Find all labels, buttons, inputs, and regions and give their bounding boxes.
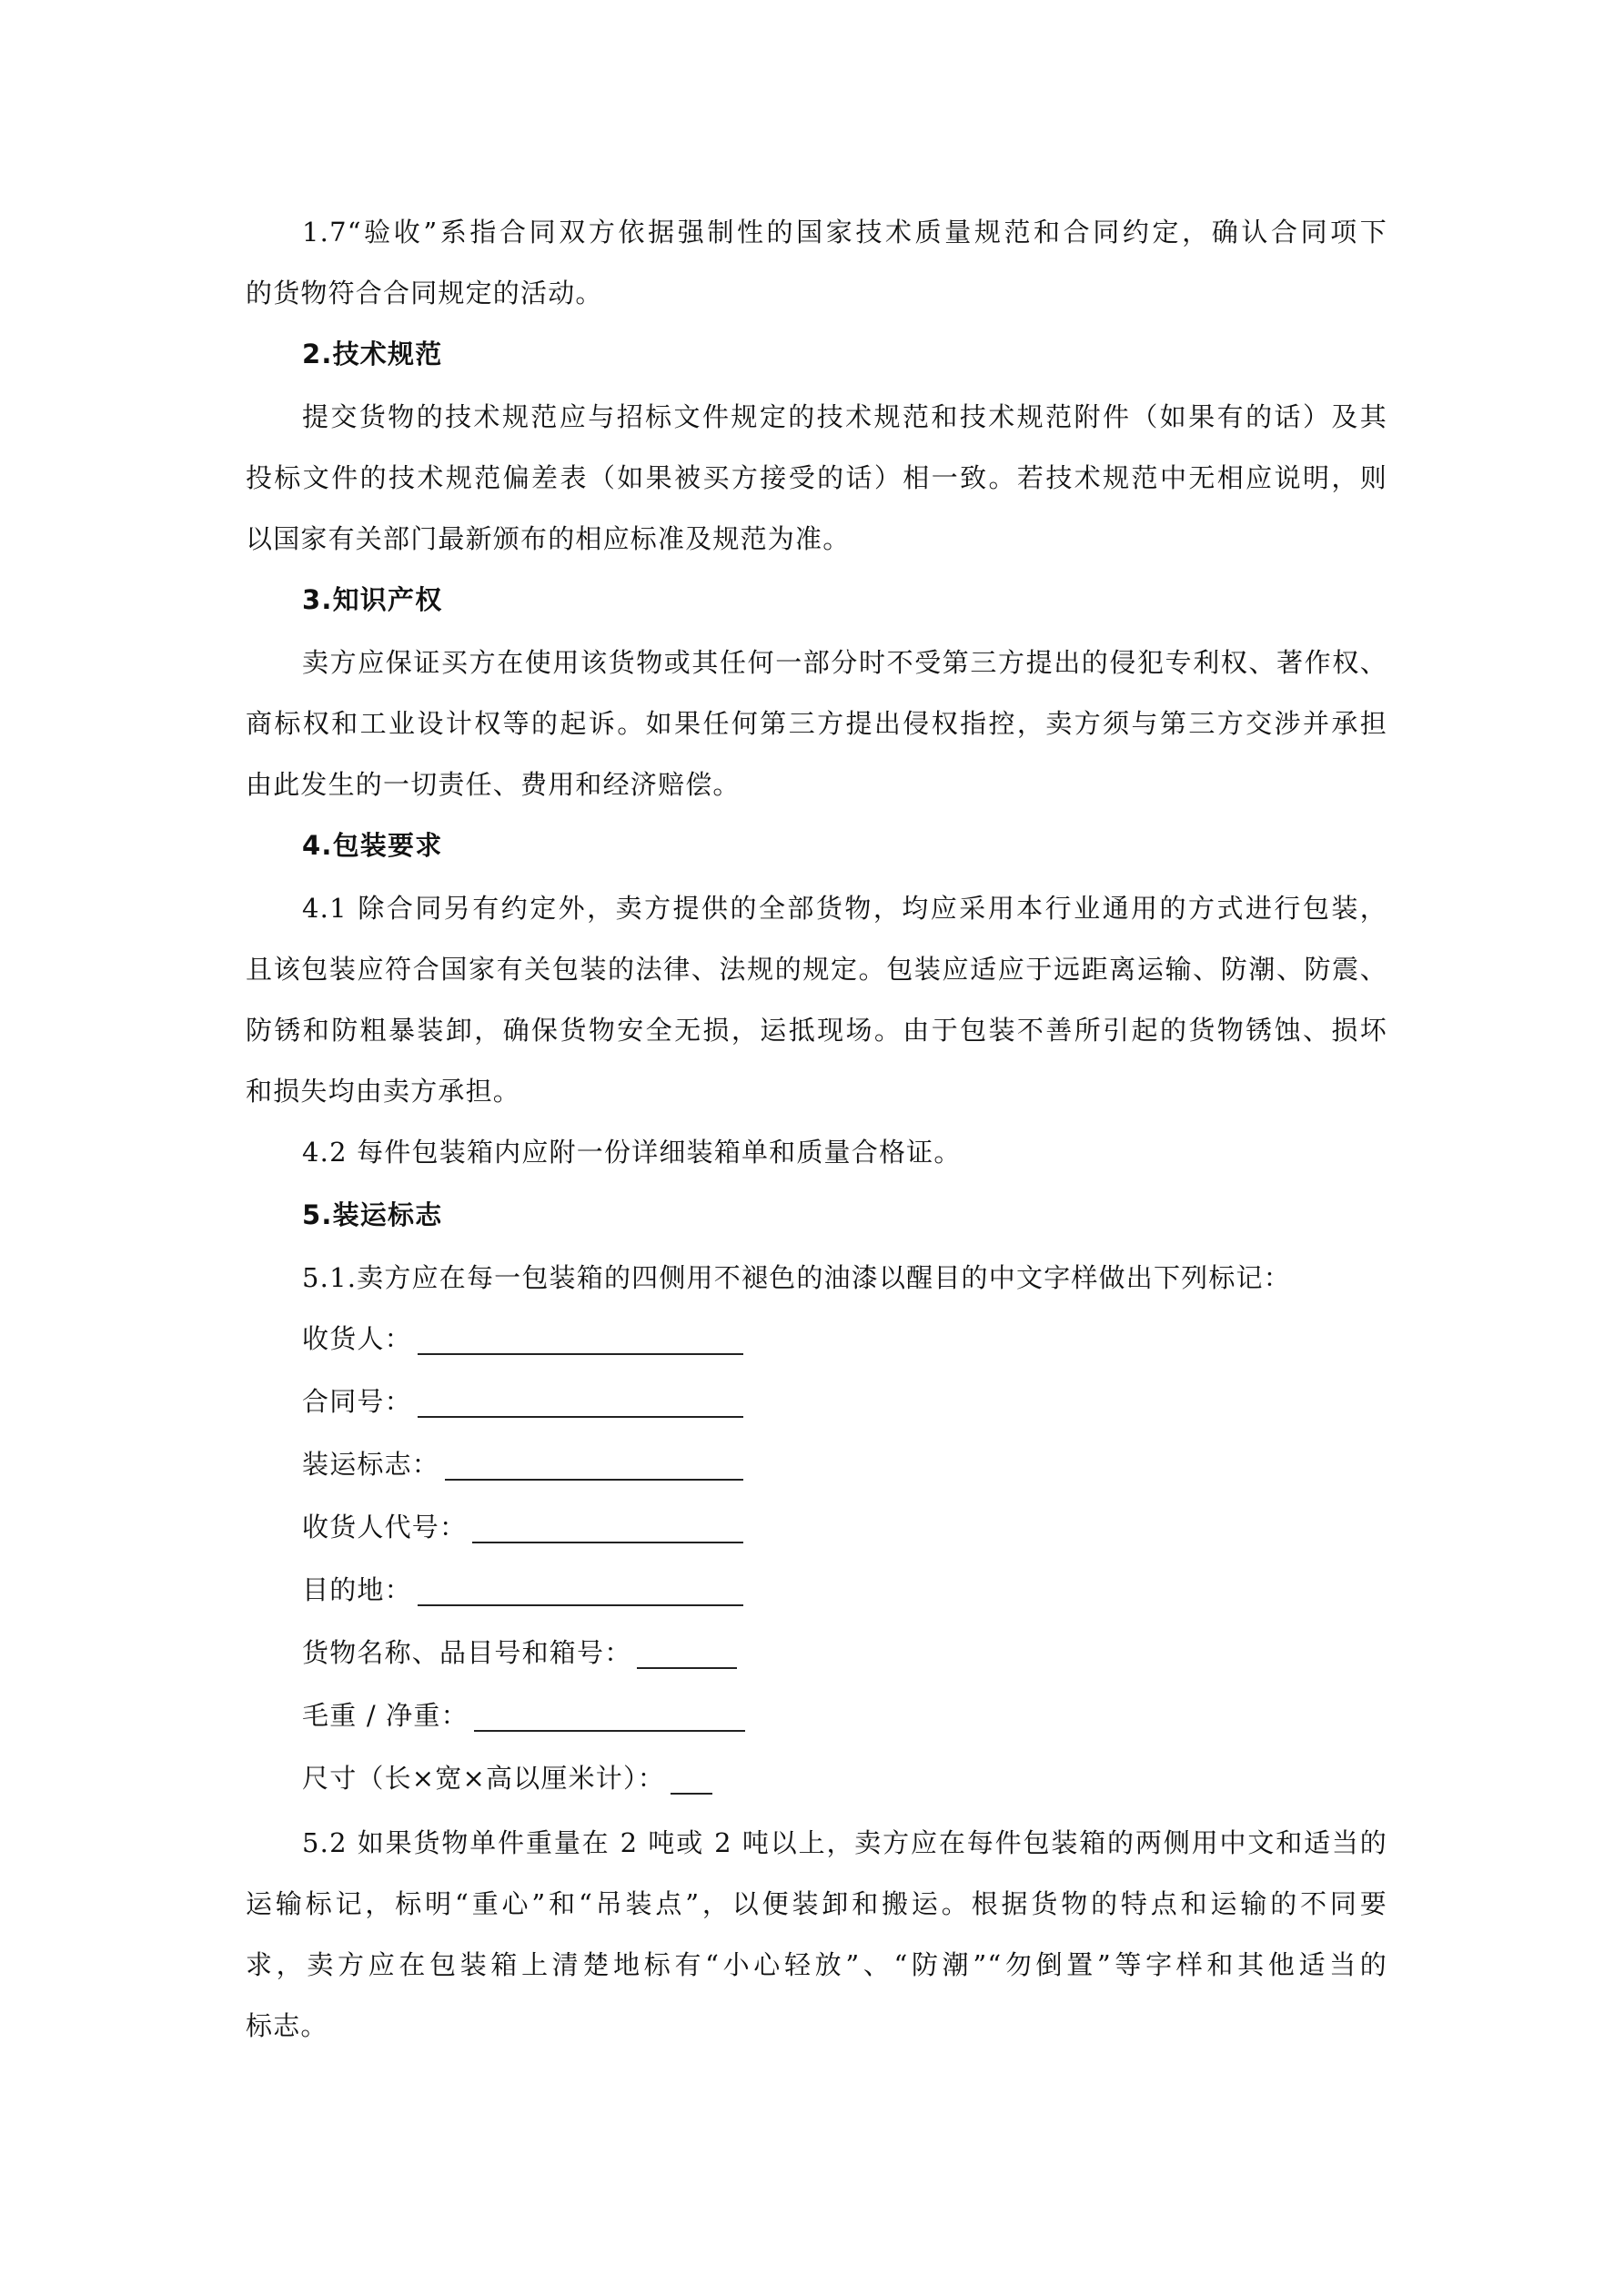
clause-4-1-line-1: 4.1 除合同另有约定外，卖方提供的全部货物，均应采用本行业通用的方式进行包装， <box>302 893 1387 924</box>
clause-4-1-line-2: 且该包装应符合国家有关包装的法律、法规的规定。包装应适应于远距离运输、防潮、防震、 <box>246 954 1387 985</box>
field-dimensions <box>246 1762 1444 1795</box>
blank-line <box>418 1581 743 1606</box>
field-label: 装运标志： <box>302 1449 440 1480</box>
clause-5-2-line-4: 标志。 <box>246 2010 328 2041</box>
clause-5-1: 5.1.卖方应在每一包装箱的四侧用不褪色的油漆以醒目的中文字样做出下列标记： <box>302 1262 1291 1293</box>
clause-1-7-line-2: 的货物符合合同规定的活动。 <box>246 278 603 308</box>
blank-line <box>418 1392 743 1418</box>
field-label: 收货人： <box>302 1323 412 1354</box>
clause-5-2-line-1: 5.2 如果货物单件重量在 2 吨或 2 吨以上，卖方应在每件包装箱的两侧用中文和适当的 <box>302 1827 1387 1858</box>
section-5-heading: 5.装运标志 <box>302 1199 443 1230</box>
clause-5-2-line-3: 求，卖方应在包装箱上清楚地标有“小心轻放”、“防潮”“勿倒置”等字样和其他适当的 <box>246 1949 1387 1980</box>
field-consignee-code <box>246 1511 1444 1543</box>
section-3-line-2: 商标权和工业设计权等的起诉。如果任何第三方提出侵权指控，卖方须与第三方交涉并承担 <box>246 708 1387 739</box>
clause-4-1-line-4: 和损失均由卖方承担。 <box>246 1076 521 1107</box>
section-2-heading: 2.技术规范 <box>302 339 443 369</box>
section-4-heading: 4.包装要求 <box>302 830 443 861</box>
blank-line <box>445 1455 743 1481</box>
clause-1-7-line-1: 1.7“验收”系指合同双方依据强制性的国家技术质量规范和合同约定，确认合同项下 <box>302 217 1387 248</box>
field-label: 尺寸（长×宽×高以厘米计）： <box>302 1763 665 1794</box>
field-consignee <box>246 1322 1444 1355</box>
clause-4-1-line-3: 防锈和防粗暴装卸，确保货物安全无损，运抵现场。由于包装不善所引起的货物锈蚀、损坏 <box>246 1015 1387 1046</box>
section-2-line-1: 提交货物的技术规范应与招标文件规定的技术规范和技术规范附件（如果有的话）及其 <box>302 401 1387 432</box>
blank-line <box>671 1769 712 1795</box>
field-label: 毛重 / 净重： <box>302 1700 469 1731</box>
section-3-line-1: 卖方应保证买方在使用该货物或其任何一部分时不受第三方提出的侵犯专利权、著作权、 <box>302 647 1387 678</box>
section-3-line-3: 由此发生的一切责任、费用和经济赔偿。 <box>246 769 741 800</box>
field-destination <box>246 1573 1444 1606</box>
section-2-line-2: 投标文件的技术规范偏差表（如果被买方接受的话）相一致。若技术规范中无相应说明，则 <box>246 462 1387 493</box>
field-weight <box>246 1699 1444 1732</box>
section-2-line-3: 以国家有关部门最新颁布的相应标准及规范为准。 <box>246 523 851 554</box>
field-shipping-mark <box>246 1448 1444 1481</box>
blank-line <box>637 1644 737 1669</box>
blank-line <box>472 1518 743 1543</box>
blank-line <box>418 1330 743 1355</box>
field-label: 合同号： <box>302 1386 412 1417</box>
clause-5-2-line-2: 运输标记，标明“重心”和“吊装点”，以便装卸和搬运。根据货物的特点和运输的不同要 <box>246 1888 1387 1919</box>
section-3-heading: 3.知识产权 <box>302 584 443 615</box>
field-label: 收货人代号： <box>302 1512 468 1542</box>
field-contract-no <box>246 1385 1444 1418</box>
blank-line <box>474 1706 745 1732</box>
clause-4-2: 4.2 每件包装箱内应附一份详细装箱单和质量合格证。 <box>302 1137 962 1168</box>
field-goods-name <box>246 1636 1444 1669</box>
field-label: 目的地： <box>302 1574 412 1605</box>
field-label: 货物名称、品目号和箱号： <box>302 1637 632 1668</box>
